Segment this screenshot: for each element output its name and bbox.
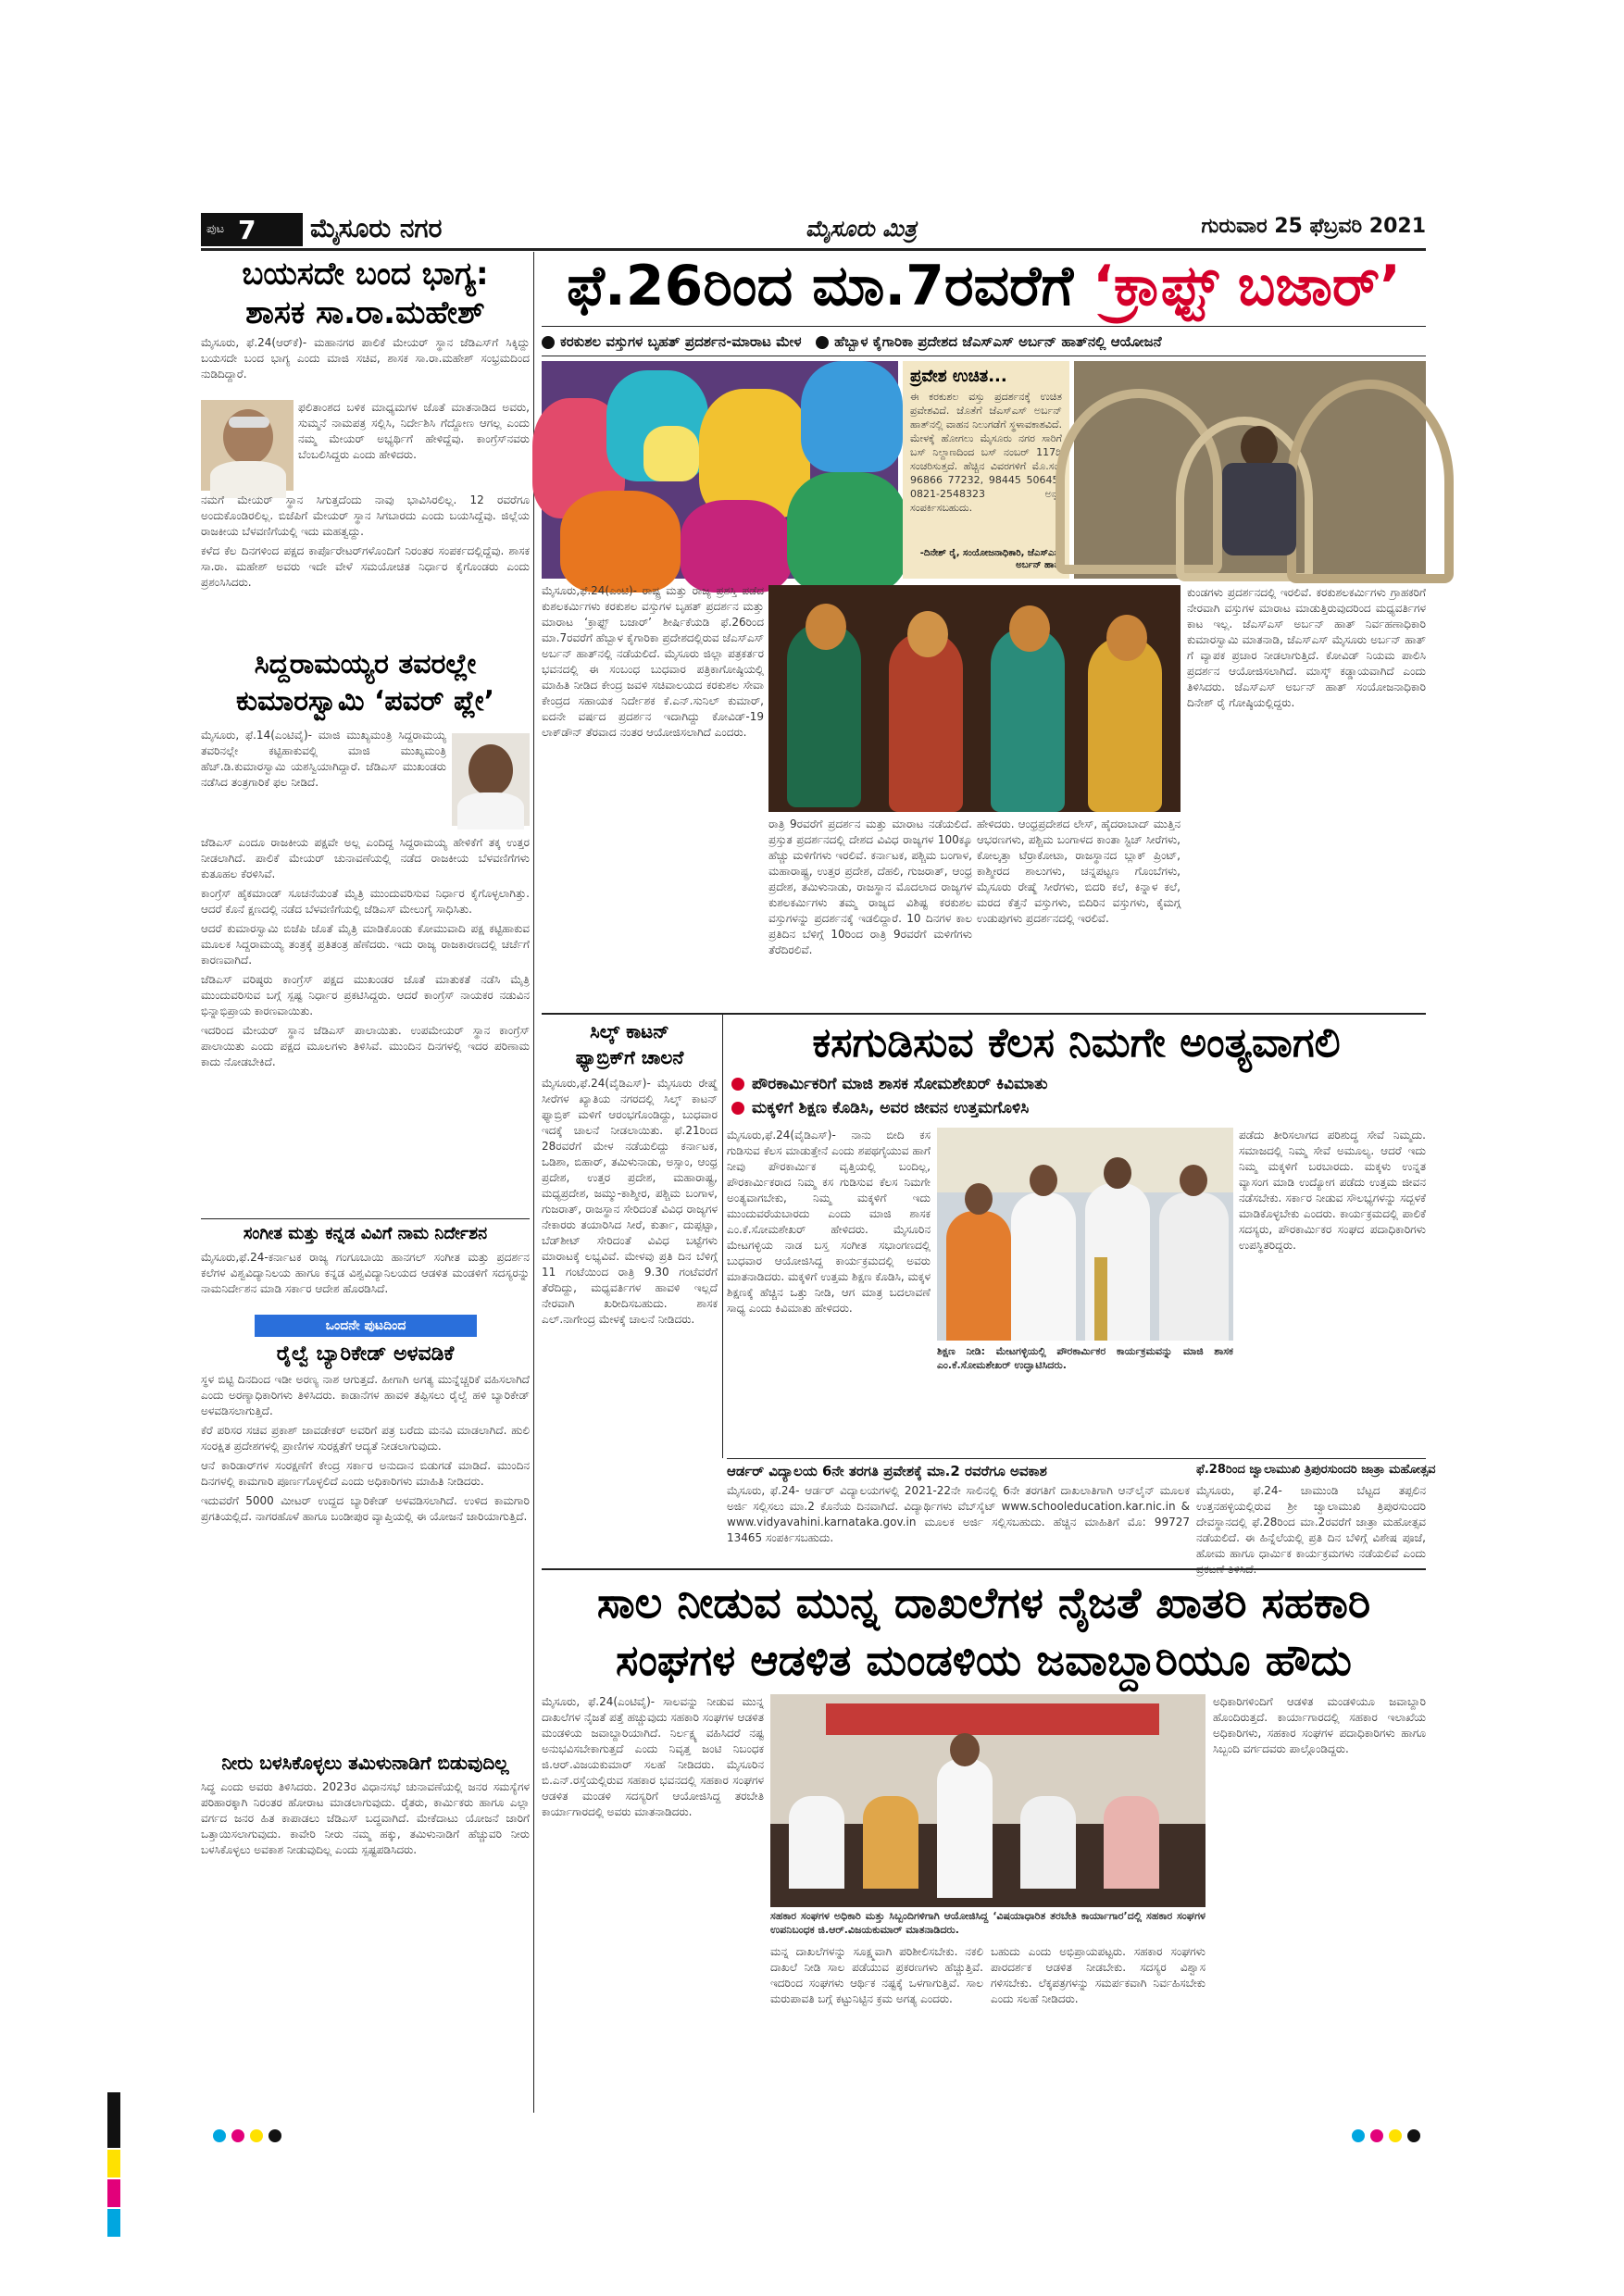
color-bar (107, 2150, 120, 2177)
registration-dot (1407, 2129, 1420, 2142)
loan-headline: ಸಾಲ ನೀಡುವ ಮುನ್ನ ದಾಖಲೆಗಳ ನೈಜತೆ ಖಾತರಿ ಸಹಕಾರಿ ಸಂಘಗಳ ಆಡಳಿತ ಮಂಡಳಿಯ ಜವಾಬ್ದಾರಿಯೂ ಹೌದು (596, 1578, 1371, 1685)
kumaraswamy-photo (452, 733, 530, 826)
story1-body-rest: ನಮಗೆ ಮೇಯರ್ ಸ್ಥಾನ ಸಿಗುತ್ತದೆಂದು ನಾವು ಭಾವಿಸಿರಲಿಲ್ಲ. 12 ರವರೆಗೂ ಅಂದುಕೊಂಡಿರಲಿಲ್ಲ. ಬಿಜೆಪಿಗೆ ಮೇಯರ್ ಸ್ಥಾನ ಸಿಗಬಾರದು ಎಂದು ಬಯಸಿದ್ದೆವು. ಜಿಲ್ಲೆಯ ರಾಜಕೀಯ ಬೆಳವಣಿಗೆಯಲ್ಲಿ ಇದು ಮಹತ್ವದ್ದು. ಕಳೆದ ಕೆಲ ದಿನಗಳಿಂದ ಪಕ್ಷದ ಕಾರ್ಪೊರೇಟರ್‌ಗಳೊಂದಿಗೆ ನಿರಂತರ ಸಂಪರ್ಕದಲ್ಲಿದ್ದೆವು. ಶಾಸಕ ಸಾ.ರಾ. ಮಹೇಶ್ ಅವರು ಇದೇ ವೇಳೆ ಸಮಯೋಚಿತ ನಿರ್ಧಾರ ಕೈಗೊಂಡರು ಎಂದು ಪ್ರಶಂಸಿಸಿದರು. (201, 493, 530, 589)
story2-body-top: ಮೈಸೂರು, ಫೆ.14(ಎಂಟಿವೈ)- ಮಾಜಿ ಮುಖ್ಯಮಂತ್ರಿ ಸಿದ್ದರಾಮಯ್ಯ ತವರಿನಲ್ಲೇ ಕಟ್ಟಿಹಾಕುವಲ್ಲಿ ಮಾಜಿ ಮುಖ್ಯಮಂತ್ರಿ ಹೆಚ್.ಡಿ.ಕುಮಾರಸ್ವಾಮಿ ಯಶಸ್ವಿಯಾಗಿದ್ದಾರೆ. ಜೆಡಿಎಸ್ ಮುಖಂಡರು ನಡೆಸಿದ ತಂತ್ರಗಾರಿಕೆ ಫಲ ನೀಡಿದೆ. (201, 729, 446, 789)
jatra-headline: ಫೆ.28ರಿಂದ ಜ್ವಾಲಾಮುಖಿ ತ್ರಿಪುರಸುಂದರಿ ಜಾತ್ರಾ ಮಹೋತ್ಸವ (1196, 1463, 1436, 1477)
loan-body-col2: ಮನ್ನ ದಾಖಲೆಗಳನ್ನು ಸೂಕ್ಷ್ಮವಾಗಿ ಪರಿಶೀಲಿಸಬೇಕು. ನಕಲಿ ದಾಖಲೆ ನೀಡಿ ಸಾಲ ಪಡೆಯುವ ಪ್ರಕರಣಗಳು ಹೆಚ್ಚುತ್ತಿವೆ. ಇದರಿಂದ ಸಂಘಗಳು ಆರ್ಥಿಕ ನಷ್ಟಕ್ಕೆ ಒಳಗಾಗುತ್ತಿವೆ. ಸಾಲ ಮರುಪಾವತಿ ಬಗ್ಗೆ ಕಟ್ಟುನಿಟ್ಟಿನ ಕ್ರಮ ಅಗತ್ಯ ಎಂದರು. (770, 1945, 983, 2005)
story5-body: ಸಿದ್ಧ ಎಂದು ಅವರು ತಿಳಿಸಿದರು. 2023ರ ವಿಧಾನಸಭೆ ಚುನಾವಣೆಯಲ್ಲಿ ಜನರ ಸಮಸ್ಯೆಗಳ ಪರಿಹಾರಕ್ಕಾಗಿ ನಿರಂತರ ಹೋರಾಟ ಮಾಡಲಾಗುವುದು. ರೈತರು, ಕಾರ್ಮಿಕರು ಹಾಗೂ ಎಲ್ಲಾ ವರ್ಗದ ಜನರ ಹಿತ ಕಾಪಾಡಲು ಜೆಡಿಎಸ್ ಬದ್ಧವಾಗಿದೆ. ಮೇಕೆದಾಟು ಯೋಜನೆ ಜಾರಿಗೆ ಒತ್ತಾಯಿಸಲಾಗುವುದು. ಕಾವೇರಿ ನೀರು ನಮ್ಮ ಹಕ್ಕು, ತಮಿಳುನಾಡಿಗೆ ಹೆಚ್ಚುವರಿ ನೀರು ಬಳಸಿಕೊಳ್ಳಲು ಅವಕಾಶ ನೀಡುವುದಿಲ್ಲ ಎಂದು ಸ್ಪಷ್ಟಪಡಿಸಿದರು. (201, 1780, 530, 1856)
story5-headline: ನೀರು ಬಳಸಿಕೊಳ್ಳಲು ತಮಿಳುನಾಡಿಗೆ ಬಿಡುವುದಿಲ್ಲ (221, 1752, 509, 1774)
silk-body: ಮೈಸೂರು,ಫೆ.24(ವೈಡಿಎಸ್)- ಮೈಸೂರು ರೇಷ್ಮೆ ಸೀರೆಗಳ ಖ್ಯಾತಿಯ ನಗರದಲ್ಲಿ ಸಿಲ್ಕ್ ಕಾಟನ್ ಫ್ಯಾಬ್ರಿಕ್ ಮಳಿಗೆ ಆರಂಭಗೊಂಡಿದ್ದು, ಬುಧವಾರ ಇದಕ್ಕೆ ಚಾಲನೆ ನೀಡಲಾಯಿತು. ಫೆ.21ರಿಂದ 28ರವರೆಗೆ ಮೇಳ ನಡೆಯಲಿದ್ದು ಕರ್ನಾಟಕ, ಒಡಿಶಾ, ಬಿಹಾರ್, ತಮಿಳುನಾಡು, ಅಸ್ಸಾಂ, ಆಂಧ್ರ ಪ್ರದೇಶ, ಉತ್ತರ ಪ್ರದೇಶ, ಮಹಾರಾಷ್ಟ್ರ, ಮಧ್ಯಪ್ರದೇಶ, ಜಮ್ಮು-ಕಾಶ್ಮೀರ, ಪಶ್ಚಿಮ ಬಂಗಾಳ, ಗುಜರಾತ್, ರಾಜಸ್ಥಾನ ಸೇರಿದಂತೆ ವಿವಿಧ ರಾಜ್ಯಗಳ ನೇಕಾರರು ತಯಾರಿಸಿದ ಸೀರೆ, ಕುರ್ತಾ, ದುಪ್ಪಟ್ಟಾ, ಬೆಡ್‌ಶೀಟ್ ಸೇರಿದಂತೆ ವಿವಿಧ ಬಟ್ಟೆಗಳು ಮಾರಾಟಕ್ಕೆ ಲಭ್ಯವಿವೆ. ಮೇಳವು ಪ್ರತಿ ದಿನ ಬೆಳಿಗ್ಗೆ 11 ಗಂಟೆಯಿಂದ ರಾತ್ರಿ 9.30 ಗಂಟೆವರೆಗೆ ತೆರೆದಿದ್ದು, ಮಧ್ಯವರ್ತಿಗಳ ಹಾವಳಿ ಇಲ್ಲದೆ ನೇರವಾಗಿ ಖರೀದಿಸಬಹುದು. ಶಾಸಕ ಎಲ್.ನಾಗೇಂದ್ರ ಮೇಳಕ್ಕೆ ಚಾಲನೆ ನೀಡಿದರು. (542, 1077, 718, 1326)
lead-body-col1-cont (542, 912, 764, 1009)
lead-sub-rule (542, 326, 1426, 327)
free-entry-title: ಪ್ರವೇಶ ಉಚಿತ... (910, 367, 1007, 386)
story1-headline: ಬಯಸದೇ ಬಂದ ಭಾಗ್ಯ: ಶಾಸಕ ಸಾ.ರಾ.ಮಹೇಶ್ (242, 256, 489, 331)
loan-body-col4: ಅಧಿಕಾರಿಗಳಿಂದಿಗೆ ಆಡಳಿತ ಮಂಡಳಿಯೂ ಜವಾಬ್ದಾರಿ ಹೊಂದಿರುತ್ತದೆ. ಕಾರ್ಯಾಗಾರದಲ್ಲಿ ಸಹಕಾರ ಇಲಾಖೆಯ ಅಧಿಕಾರಿಗಳು, ಸಹಕಾರ ಸಂಘಗಳ ಪದಾಧಿಕಾರಿಗಳು ಹಾಗೂ ಸಿಬ್ಬಂದಿ ವರ್ಗದವರು ಪಾಲ್ಗೊಂಡಿದ್ದರು. (1213, 1695, 1426, 1755)
lead-body-col1: ಮೈಸೂರು,ಫೆ.24(ಎಂಟಿ)- ರಾಷ್ಟ್ರ ಮತ್ತು ರಾಜ್ಯ ಪ್ರಶಸ್ತಿ ಪಡೆದ ಕುಶಲಕರ್ಮಿಗಳು ಕರಕುಶಲ ವಸ್ತುಗಳ ಬೃಹತ್ ಪ್ರದರ್ಶನ ಮತ್ತು ಮಾರಾಟ ‘ಕ್ರಾಫ್ಟ್ ಬಜಾರ್’ ಶೀರ್ಷಿಕೆಯಡಿ ಫೆ.26ರಿಂದ ಮಾ.7ರವರೆಗೆ ಹೆಬ್ಬಾಳ ಕೈಗಾರಿಕಾ ಪ್ರದೇಶದಲ್ಲಿರುವ ಜೆಎಸ್‌ಎಸ್ ಅರ್ಬನ್ ಹಾತ್‌ನಲ್ಲಿ ನಡೆಯಲಿದೆ. ಮೈಸೂರು ಜಿಲ್ಲಾ ಪತ್ರಕರ್ತರ ಭವನದಲ್ಲಿ ಈ ಸಂಬಂಧ ಬುಧವಾರ ಪತ್ರಿಕಾಗೋಷ್ಠಿಯಲ್ಲಿ ಮಾಹಿತಿ ನೀಡಿದ ಕೇಂದ್ರ ಜವಳಿ ಸಚಿವಾಲಯದ ಕರಕುಶಲ ಸೇವಾ ಕೇಂದ್ರದ ಸಹಾಯಕ ನಿರ್ದೇಶಕ ಕೆ.ಎನ್.ಸುನಿಲ್ ಕುಮಾರ್, ಐದನೇ ವರ್ಷದ ಪ್ರದರ್ಶನ ಇದಾಗಿದ್ದು ಕೋವಿಡ್-19 ಲಾಕ್‌ಡೌನ್ ತೆರವಾದ ನಂತರ ಆಯೋಜಿಸಲಾಗಿದೆ ಎಂದರು. (542, 584, 764, 739)
dolls-photo (768, 585, 1181, 812)
kasa-caption: ಶಿಕ್ಷಣ ನೀಡಿ: ಮೇಟಗಳ್ಳಿಯಲ್ಲಿ ಪೌರಕಾರ್ಮಿಕರ ಕಾರ್ಯಕ್ರಮವನ್ನು ಮಾಜಿ ಶಾಸಕ ಎಂ.ಕೆ.ಸೋಮಶೇಖರ್ ಉದ್ಘಾಟಿಸಿದರು. (937, 1345, 1233, 1371)
school-admission-headline: ಆರ್ಡರ್ ವಿದ್ಯಾಲಯ 6ನೇ ತರಗತಿ ಪ್ರವೇಶಕ್ಕೆ ಮಾ.2 ರವರೆಗೂ ಅವಕಾಶ (727, 1463, 1047, 1479)
divider (727, 1458, 1426, 1459)
pots-photo (542, 361, 898, 579)
registration-dot (1370, 2129, 1383, 2142)
silk-headline: ಸಿಲ್ಕ್ ಕಾಟನ್ ಫ್ಯಾಬ್ರಿಕ್‌ಗೆ ಚಾಲನೆ (575, 1020, 684, 1068)
lead-body-col4: ಕುಂಡಗಳು ಪ್ರದರ್ಶನದಲ್ಲಿ ಇರಲಿವೆ. ಕರಕುಶಲಕರ್ಮಿಗಳು ಗ್ರಾಹಕರಿಗೆ ನೇರವಾಗಿ ವಸ್ತುಗಳ ಮಾರಾಟ ಮಾಡುತ್ತಿರುವುದರಿಂದ ಮಧ್ಯವರ್ತಿಗಳ ಕಾಟ ಇಲ್ಲ. ಜೆಎಸ್‌ಎಸ್ ಅರ್ಬನ್ ಹಾತ್ ನಿರ್ವಹಣಾಧಿಕಾರಿ ಕುಮಾರಸ್ವಾಮಿ ಮಾತನಾಡಿ, ಜೆಎಸ್‌ಎಸ್ ಮೈಸೂರು ಅರ್ಬನ್ ಹಾತ್ ಗೆ ವ್ಯಾಪಕ ಪ್ರಚಾರ ನೀಡಲಾಗುತ್ತಿದೆ. ಕೋವಿಡ್ ನಿಯಮ ಪಾಲಿಸಿ ಪ್ರದರ್ಶನ ಆಯೋಜಿಸಲಾಗಿದೆ. ಮಾಸ್ಕ್ ಕಡ್ಡಾಯವಾಗಿದೆ ಎಂದು ತಿಳಿಸಿದರು. ಜೆಎಸ್‌ಎಸ್ ಅರ್ಬನ್ ಹಾತ್ ಸಂಯೋಜನಾಧಿಕಾರಿ ದಿನೇಶ್ ರೈ ಗೋಷ್ಠಿಯಲ್ಲಿದ್ದರು. (1187, 586, 1426, 709)
color-bar (107, 2209, 120, 2237)
registration-dot (1389, 2129, 1402, 2142)
loan-body-col1: ಮೈಸೂರು, ಫೆ.24(ಎಂಟಿವೈ)- ಸಾಲವನ್ನು ನೀಡುವ ಮುನ್ನ ದಾಖಲೆಗಳ ನೈಜತೆ ಪತ್ತೆ ಹಚ್ಚುವುದು ಸಹಕಾರಿ ಸಂಘಗಳ ಆಡಳಿತ ಮಂಡಳಿಯ ಜವಾಬ್ದಾರಿಯಾಗಿದೆ. ನಿರ್ಲಕ್ಷ್ಯ ವಹಿಸಿದರೆ ನಷ್ಟ ಅನುಭವಿಸಬೇಕಾಗುತ್ತದೆ ಎಂದು ನಿವೃತ್ತ ಜಂಟಿ ನಿಬಂಧಕ ಜಿ.ಆರ್.ವಿಜಯಕುಮಾರ್ ಸಲಹೆ ನೀಡಿದರು. ಮೈಸೂರಿನ ಬಿ.ಎನ್.ರಸ್ತೆಯಲ್ಲಿರುವ ಸಹಕಾರ ಭವನದಲ್ಲಿ ಸಹಕಾರ ಸಂಘಗಳ ಆಡಳಿತ ಮಂಡಳಿ ಸದಸ್ಯರಿಗೆ ಆಯೋಜಿಸಿದ್ದ ತರಬೇತಿ ಕಾರ್ಯಾಗಾರದಲ್ಲಿ ಅವರು ಮಾತನಾಡಿದರು. (542, 1695, 764, 1818)
lead-body-col2: ರಾತ್ರಿ 9ರವರೆಗೆ ಪ್ರದರ್ಶನ ಮತ್ತು ಮಾರಾಟ ನಡೆಯಲಿದೆ. ಪ್ರಸ್ತುತ ಪ್ರದರ್ಶನದಲ್ಲಿ ದೇಶದ ವಿವಿಧ ರಾಜ್ಯಗಳ 100ಕ್ಕೂ ಹೆಚ್ಚು ಮಳಿಗೆಗಳು ಇರಲಿವೆ. ಕರ್ನಾಟಕ, ಪಶ್ಚಿಮ ಬಂಗಾಳ, ಮಹಾರಾಷ್ಟ್ರ, ಉತ್ತರ ಪ್ರದೇಶ, ದೆಹಲಿ, ಗುಜರಾತ್, ಆಂಧ್ರ ಪ್ರದೇಶ, ತಮಿಳುನಾಡು, ರಾಜಸ್ಥಾನ ಮೊದಲಾದ ರಾಜ್ಯಗಳ ಕುಶಲಕರ್ಮಿಗಳು ತಮ್ಮ ರಾಜ್ಯದ ವಿಶಿಷ್ಟ ಕರಕುಶಲ ವಸ್ತುಗಳನ್ನು ಪ್ರದರ್ಶನಕ್ಕೆ ಇಡಲಿದ್ದಾರೆ. 10 ದಿನಗಳ ಕಾಲ ಪ್ರತಿದಿನ ಬೆಳಿಗ್ಗೆ 10ರಿಂದ ರಾತ್ರಿ 9ರವರೆಗೆ ಮಳಿಗೆಗಳು ತೆರೆದಿರಲಿವೆ. (768, 817, 972, 956)
free-entry-signature: -ದಿನೇಶ್ ರೈ, ಸಂಯೋಜನಾಧಿಕಾರಿ, ಜೆಎಸ್‌ಎಸ್ ಅರ್ಬನ್ ಹಾತ್ (919, 548, 1062, 570)
section-name: ಮೈಸೂರು ನಗರ (310, 213, 443, 243)
masthead: ಮೈಸೂರು ಮಿತ್ರ (806, 215, 917, 242)
workshop-photo (770, 1694, 1206, 1907)
story3-body: ಮೈಸೂರು,ಫೆ.24-ಕರ್ನಾಟಕ ರಾಜ್ಯ ಗಂಗೂಬಾಯಿ ಹಾನಗಲ್ ಸಂಗೀತ ಮತ್ತು ಪ್ರದರ್ಶನ ಕಲೆಗಳ ವಿಶ್ವವಿದ್ಯಾನಿಲಯ ಹಾಗೂ ಕನ್ನಡ ವಿಶ್ವವಿದ್ಯಾನಿಲಯದ ಆಡಳಿತ ಮಂಡಳಿಗೆ ಸದಸ್ಯರನ್ನು ನಾಮನಿರ್ದೇಶನ ಮಾಡಿ ಸರ್ಕಾರ ಆದೇಶ ಹೊರಡಿಸಿದೆ. (201, 1251, 530, 1295)
page-number-badge (201, 213, 303, 246)
cane-chairs-photo (1074, 361, 1426, 579)
kasa-body-right: ಪಡೆದು ತೀರಿಸಲಾಗದ ಪರಿಶುದ್ಧ ಸೇವೆ ನಿಮ್ಮದು. ಸಮಾಜದಲ್ಲಿ ನಿಮ್ಮ ಸೇವೆ ಅಮೂಲ್ಯ. ಆದರೆ ಇದು ನಿಮ್ಮ ಮಕ್ಕಳಿಗೆ ಬರಬಾರದು. ಮಕ್ಕಳು ಉನ್ನತ ವ್ಯಾಸಂಗ ಮಾಡಿ ಉದ್ಯೋಗ ಪಡೆದು ಉತ್ತಮ ಜೀವನ ನಡೆಸಬೇಕು. ಸರ್ಕಾರ ನೀಡುವ ಸೌಲಭ್ಯಗಳನ್ನು ಸದ್ಬಳಕೆ ಮಾಡಿಕೊಳ್ಳಬೇಕು ಎಂದರು. ಕಾರ್ಯಕ್ರಮದಲ್ಲಿ ಪಾಲಿಕೆ ಸದಸ್ಯರು, ಪೌರಕಾರ್ಮಿಕರ ಸಂಘದ ಪದಾಧಿಕಾರಿಗಳು ಉಪಸ್ಥಿತರಿದ್ದರು. (1239, 1129, 1426, 1252)
lead-headline: ಫೆ.26ರಿಂದ ಮಾ.7ರವರೆಗೆ ‘ಕ್ರಾಫ್ಟ್ ಬಜಾರ್’ (567, 254, 1401, 318)
lamp-lighting-photo (937, 1128, 1233, 1341)
column-rule (533, 252, 534, 2113)
kasa-subheads: ಪೌರಕಾರ್ಮಿಕರಿಗೆ ಮಾಜಿ ಶಾಸಕ ಸೋಮಶೇಖರ್ ಕಿವಿಮಾತು ಮಕ್ಕಳಿಗೆ ಶಿಕ್ಷಣ ಕೊಡಿಸಿ, ಅವರ ಜೀವನ ಉತ್ತಮಗೊಳಿಸಿ (731, 1072, 1426, 1120)
author-photo (201, 400, 294, 491)
story1-body-side: ಫಲಿತಾಂಶದ ಬಳಿಕ ಮಾಧ್ಯಮಗಳ ಜೊತೆ ಮಾತನಾಡಿದ ಅವರು, ಸುಮ್ಮನೆ ನಾಮಪತ್ರ ಸಲ್ಲಿಸಿ, ನಿರ್ದೇಶಿಸಿ ಗೆದ್ದೋಣ ಆಗಲ್ಲ ಎಂದು ನಮ್ಮ ಮೇಯರ್ ಅಭ್ಯರ್ಥಿಗೆ ಹೇಳಿದ್ದೆವು. ಕಾಂಗ್ರೆಸ್‌ನವರು ಬೆಂಬಲಿಸಿದ್ದರು ಎಂದು ಹೇಳಿದರು. (298, 401, 530, 461)
kasa-headline: ಕಸಗುಡಿಸುವ ಕೆಲಸ ನಿಮಗೇ ಅಂತ್ಯವಾಗಲಿ (812, 1019, 1341, 1067)
page-label: ಪುಟ (206, 222, 225, 236)
free-entry-body: ಈ ಕರಕುಶಲ ವಸ್ತು ಪ್ರದರ್ಶನಕ್ಕೆ ಉಚಿತ ಪ್ರವೇಶವಿದೆ. ಜೊತೆಗೆ ಜೆಎಸ್‌ಎಸ್ ಅರ್ಬನ್ ಹಾತ್‌ನಲ್ಲಿ ವಾಹನ ನಿಲುಗಡೆಗೆ ಸ್ಥಳಾವಕಾಶವಿದೆ. ಮೇಳಕ್ಕೆ ಹೋಗಲು ಮೈಸೂರು ನಗರ ಸಾರಿಗೆ ಬಸ್ ನಿಲ್ದಾಣದಿಂದ ಬಸ್ ನಂಬರ್ 117ಡಿ ಸಂಚರಿಸುತ್ತದೆ. ಹೆಚ್ಚಿನ ವಿವರಗಳಿಗೆ ಮೊ.ಸಂ. 96866 77232, 98445 50645, 0821-2548323 ಅನ್ನು ಸಂಪರ್ಕಿಸಬಹುದು. (910, 391, 1062, 514)
registration-dot (231, 2129, 244, 2142)
workshop-caption: ಸಹಕಾರ ಸಂಘಗಳ ಅಧಿಕಾರಿ ಮತ್ತು ಸಿಬ್ಬಂದಿಗಳಿಗಾಗಿ ಆಯೋಜಿಸಿದ್ದ ‘ವಿಷಯಾಧಾರಿತ ತರಬೇತಿ ಕಾರ್ಯಾಗಾರ’ದಲ್ಲಿ ಸಹಕಾರ ಸಂಘಗಳ ಉಪನಿಬಂಧಕ ಜಿ.ಆರ್.ವಿಜಯಕುಮಾರ್ ಮಾತನಾಡಿದರು. (770, 1910, 1206, 1936)
lead-body-col3: ಹೇಳಿದರು. ಆಂಧ್ರಪ್ರದೇಶದ ಲೇಸ್, ಹೈದರಾಬಾದ್ ಮುತ್ತಿನ ಆಭರಣಗಳು, ಪಶ್ಚಿಮ ಬಂಗಾಳದ ಕಾಂತಾ ಸ್ಟಿಚ್ ಸೀರೆಗಳು, ಕೋಲ್ಕತ್ತಾ ಟೆರ್ರಾಕೋಟಾ, ರಾಜಸ್ಥಾನದ ಬ್ಲಾಕ್ ಪ್ರಿಂಟ್, ಕಾಶ್ಮೀರದ ಶಾಲುಗಳು, ಚನ್ನಪಟ್ಟಣ ಗೊಂಬೆಗಳು, ಮೈಸೂರು ರೇಷ್ಮೆ ಸೀರೆಗಳು, ಬಿದರಿ ಕಲೆ, ಕಿನ್ನಾಳ ಕಲೆ, ಮರದ ಕೆತ್ತನೆ ವಸ್ತುಗಳು, ಬಿದಿರಿನ ವಸ್ತುಗಳು, ಕೈಮಗ್ಗ ಉಡುಪುಗಳು ಪ್ರದರ್ಶನದಲ್ಲಿ ಇರಲಿವೆ. (977, 817, 1181, 925)
page-number: 7 (238, 215, 256, 245)
kasa-body-left: ಮೈಸೂರು,ಫೆ.24(ವೈಡಿಎಸ್)- ನಾನು ಬೀದಿ ಕಸ ಗುಡಿಸುವ ಕೆಲಸ ಮಾಡುತ್ತೇನೆ ಎಂದು ಶಪಥಗೈಯುವ ಹಾಗೆ ನೀವು ಪೌರಕಾರ್ಮಿಕ ವೃತ್ತಿಯಲ್ಲಿ ಬಂದಿಲ್ಲ, ಪೌರಕಾರ್ಮಿಕರಾದ ನಿಮ್ಮ ಕಸ ಗುಡಿಸುವ ಕೆಲಸ ನಿಮಗೇ ಅಂತ್ಯವಾಗಬೇಕು, ನಿಮ್ಮ ಮಕ್ಕಳಿಗೆ ಇದು ಮುಂದುವರೆಯಬಾರದು ಎಂದು ಮಾಜಿ ಶಾಸಕ ಎಂ.ಕೆ.ಸೋಮಶೇಖರ್ ಹೇಳಿದರು. ಮೈಸೂರಿನ ಮೇಟಗಳ್ಳಿಯ ನಾಡ ಬಸ್ತ ಸಂಗೀತ ಸಭಾಂಗಣದಲ್ಲಿ ಬುಧವಾರ ಆಯೋಜಿಸಿದ್ದ ಕಾರ್ಯಕ್ರಮದಲ್ಲಿ ಅವರು ಮಾತನಾಡಿದರು. ಮಕ್ಕಳಿಗೆ ಉತ್ತಮ ಶಿಕ್ಷಣ ಕೊಡಿಸಿ, ಮಕ್ಕಳ ಶಿಕ್ಷಣಕ್ಕೆ ಹೆಚ್ಚಿನ ಒತ್ತು ನೀಡಿ, ಆಗ ಮಾತ್ರ ಬದಲಾವಣೆ ಸಾಧ್ಯ ಎಂದು ಕಿವಿಮಾತು ಹೇಳಿದರು. (727, 1129, 931, 1315)
column-rule (722, 1014, 723, 1458)
free-entry-box (903, 361, 1069, 579)
registration-dot (269, 2129, 281, 2142)
story4-headline: ರೈಲ್ವೆ ಬ್ಯಾರಿಕೇಡ್ ಅಳವಡಿಕೆ (276, 1342, 455, 1366)
story2-body-rest: ಜೆಡಿಎಸ್ ಎಂದೂ ರಾಜಕೀಯ ಪಕ್ಷವೇ ಅಲ್ಲ ಎಂದಿದ್ದ ಸಿದ್ದರಾಮಯ್ಯ ಹೇಳಿಕೆಗೆ ತಕ್ಕ ಉತ್ತರ ನೀಡಲಾಗಿದೆ. ಪಾಲಿಕೆ ಮೇಯರ್ ಚುನಾವಣೆಯಲ್ಲಿ ನಡೆದ ರಾಜಕೀಯ ಬೆಳವಣಿಗೆಗಳು ಕುತೂಹಲ ಕೆರಳಿಸಿವೆ. ಕಾಂಗ್ರೆಸ್ ಹೈಕಮಾಂಡ್ ಸೂಚನೆಯಂತೆ ಮೈತ್ರಿ ಮುಂದುವರಿಸುವ ನಿರ್ಧಾರ ಕೈಗೊಳ್ಳಲಾಗಿತ್ತು. ಆದರೆ ಕೊನೆ ಕ್ಷಣದಲ್ಲಿ ನಡೆದ ಬೆಳವಣಿಗೆಯಲ್ಲಿ ಜೆಡಿಎಸ್ ಮೇಲುಗೈ ಸಾಧಿಸಿತು. ಆದರೆ ಕುಮಾರಸ್ವಾಮಿ ಬಿಜೆಪಿ ಜೊತೆ ಮೈತ್ರಿ ಮಾಡಿಕೊಂಡು ಕೋಮುವಾದಿ ಪಕ್ಷ ಕಟ್ಟಿಹಾಕುವ ಮೂಲಕ ಸಿದ್ದರಾಮಯ್ಯ ತಂತ್ರಕ್ಕೆ ಪ್ರತಿತಂತ್ರ ಹೆಣೆದರು. ಇದು ರಾಜ್ಯ ರಾಜಕಾರಣದಲ್ಲಿ ಚರ್ಚೆಗೆ ಕಾರಣವಾಗಿದೆ. ಜೆಡಿಎಸ್ ವರಿಷ್ಠರು ಕಾಂಗ್ರೆಸ್ ಪಕ್ಷದ ಮುಖಂಡರ ಜೊತೆ ಮಾತುಕತೆ ನಡೆಸಿ ಮೈತ್ರಿ ಮುಂದುವರಿಸುವ ಬಗ್ಗೆ ಸ್ಪಷ್ಟ ನಿರ್ಧಾರ ಪ್ರಕಟಿಸಿದ್ದರು. ಆದರೆ ಕಾಂಗ್ರೆಸ್ ನಾಯಕರ ನಡುವಿನ ಭಿನ್ನಾಭಿಪ್ರಾಯ ಕಾರಣವಾಯಿತು. ಇದರಿಂದ ಮೇಯರ್ ಸ್ಥಾನ ಜೆಡಿಎಸ್ ಪಾಲಾಯಿತು. ಉಪಮೇಯರ್ ಸ್ಥಾನ ಕಾಂಗ್ರೆಸ್ ಪಾಲಾಯಿತು ಎಂದು ಪಕ್ಷದ ಮೂಲಗಳು ತಿಳಿಸಿವೆ. ಮುಂದಿನ ದಿನಗಳಲ್ಲಿ ಇದರ ಪರಿಣಾಮ ಕಾದು ನೋಡಬೇಕಿದೆ. (201, 836, 530, 1068)
story2-headline: ಸಿದ್ದರಾಮಯ್ಯರ ತವರಲ್ಲೇ ಕುಮಾರಸ್ವಾಮಿ ‘ಪವರ್ ಪ್ಲೇ’ (235, 648, 494, 718)
story3-headline: ಸಂಗೀತ ಮತ್ತು ಕನ್ನಡ ವಿವಿಗೆ ನಾಮ ನಿರ್ದೇಶನ (243, 1224, 488, 1243)
color-bar (107, 2092, 120, 2148)
registration-dot (1352, 2129, 1365, 2142)
color-bar (107, 2179, 120, 2207)
jatra-body: ಮೈಸೂರು, ಫೆ.24- ಚಾಮುಂಡಿ ಬೆಟ್ಟದ ತಪ್ಪಲಿನ ಉತ್ತನಹಳ್ಳಿಯಲ್ಲಿರುವ ಶ್ರೀ ಜ್ವಾಲಾಮುಖಿ ತ್ರಿಪುರಸುಂದರಿ ದೇವಸ್ಥಾನದಲ್ಲಿ ಫೆ.28ರಿಂದ ಮಾ.2ರವರೆಗೆ ಜಾತ್ರಾ ಮಹೋತ್ಸವ ನಡೆಯಲಿದೆ. ಈ ಹಿನ್ನೆಲೆಯಲ್ಲಿ ಪ್ರತಿ ದಿನ ಬೆಳಿಗ್ಗೆ ವಿಶೇಷ ಪೂಜೆ, ಹೋಮ ಹಾಗೂ ಧಾರ್ಮಿಕ ಕಾರ್ಯಕ್ರಮಗಳು ನಡೆಯಲಿವೆ ಎಂದು (1196, 1484, 1426, 1560)
story4-body: ಸ್ಥಳ ಬಿಟ್ಟಿ ದಿನದಿಂದ ಇಡೀ ಅರಣ್ಯ ನಾಶ ಆಗುತ್ತದೆ. ಹೀಗಾಗಿ ಅಗತ್ಯ ಮುನ್ನೆಚ್ಚರಿಕೆ ವಹಿಸಲಾಗಿದೆ ಎಂದು ಅರಣ್ಯಾಧಿಕಾರಿಗಳು ತಿಳಿಸಿದರು. ಕಾಡಾನೆಗಳ ಹಾವಳಿ ತಪ್ಪಿಸಲು ರೈಲ್ವೆ ಹಳಿ ಬ್ಯಾರಿಕೇಡ್ ಅಳವಡಿಸಲಾಗುತ್ತಿದೆ. ಕೆರೆ ಪರಿಸರ ಸಚಿವ ಪ್ರಕಾಶ್ ಜಾವಡೇಕರ್ ಅವರಿಗೆ ಪತ್ರ ಬರೆದು ಮನವಿ ಮಾಡಲಾಗಿದೆ. ಹುಲಿ ಸಂರಕ್ಷಿತ ಪ್ರದೇಶಗಳಲ್ಲಿ ಪ್ರಾಣಿಗಳ ಸುರಕ್ಷತೆಗೆ ಆದ್ಯತೆ ನೀಡಲಾಗುವುದು. ಆನೆ ಕಾರಿಡಾರ್‌ಗಳ ಸಂರಕ್ಷಣೆಗೆ ಕೇಂದ್ರ ಸರ್ಕಾರ ಅನುದಾನ ಬಿಡುಗಡೆ ಮಾಡಿದೆ. ಮುಂದಿನ ದಿನಗಳಲ್ಲಿ ಕಾಮಗಾರಿ ಪೂರ್ಣಗೊಳ್ಳಲಿದೆ ಎಂದು ಅಧಿಕಾರಿಗಳು ಮಾಹಿತಿ ನೀಡಿದರು. ಇದುವರೆಗೆ 5000 ಮೀಟರ್ ಉದ್ದದ ಬ್ಯಾರಿಕೇಡ್ ಅಳವಡಿಸಲಾಗಿದೆ. ಉಳಿದ ಕಾಮಗಾರಿ ಪ್ರಗತಿಯಲ್ಲಿದೆ. ನಾಗರಹೊಳೆ ಹಾಗೂ ಬಂಡೀಪುರ ವ್ಯಾಪ್ತಿಯಲ್ಲಿ ಈ ಯೋಜನೆ ಜಾರಿಯಾಗುತ್ತಿದೆ. (201, 1373, 530, 1523)
divider (201, 1218, 530, 1219)
from-page-one-kicker: ಒಂದನೇ ಪುಟದಿಂದ (255, 1315, 477, 1337)
lead-subheads: ಕರಕುಶಲ ವಸ್ತುಗಳ ಬೃಹತ್ ಪ್ರದರ್ಶನ-ಮಾರಾಟ ಮೇಳ ಹೆಬ್ಬಾಳ ಕೈಗಾರಿಕಾ ಪ್ರದೇಶದ ಜೆಎಸ್‌ಎಸ್ ಅರ್ಬನ್ ಹಾತ್‌ನಲ್ಲಿ ಆಯೋಜನೆ (542, 330, 1426, 354)
registration-dot (213, 2129, 226, 2142)
divider (542, 1568, 1426, 1570)
registration-dot (250, 2129, 263, 2142)
story1-body-top: ಮೈಸೂರು, ಫೆ.24(ಆರ್‌ಕೆ)- ಮಹಾನಗರ ಪಾಲಿಕೆ ಮೇಯರ್ ಸ್ಥಾನ ಜೆಡಿಎಸ್‌ಗೆ ಸಿಕ್ಕಿದ್ದು ಬಯಸದೇ ಬಂದ ಭಾಗ್ಯ ಎಂದು ಮಾಜಿ ಸಚಿವ, ಶಾಸಕ ಸಾ.ರಾ.ಮಹೇಶ್ ಸಂಭ್ರಮದಿಂದ ನುಡಿದಿದ್ದಾರೆ. (201, 336, 530, 381)
divider (542, 1013, 1426, 1015)
kasa-body-bottom (937, 1384, 1233, 1456)
issue-date: ಗುರುವಾರ 25 ಫೆಬ್ರವರಿ 2021 (1201, 215, 1426, 238)
loan-body-col3: ಬಹುದು ಎಂದು ಅಭಿಪ್ರಾಯಪಟ್ಟರು. ಸಹಕಾರ ಸಂಘಗಳು ಪಾರದರ್ಶಕ ಆಡಳಿತ ನೀಡಬೇಕು. ಸದಸ್ಯರ ವಿಶ್ವಾಸ ಗಳಿಸಬೇಕು. ಲೆಕ್ಕಪತ್ರಗಳನ್ನು ಸಮರ್ಪಕವಾಗಿ ನಿರ್ವಹಿಸಬೇಕು ಎಂದು ಸಲಹೆ ನೀಡಿದರು. (991, 1945, 1206, 2005)
school-admission-body: ಮೈಸೂರು, ಫೆ.24- ಆರ್ಡರ್ ವಿದ್ಯಾಲಯಗಳಲ್ಲಿ 2021-22ನೇ ಸಾಲಿನಲ್ಲಿ 6ನೇ ತರಗತಿಗೆ ದಾಖಲಾತಿಗಾಗಿ ಆನ್‌ಲೈನ್ ಮೂಲಕ ಅರ್ಜಿ ಸಲ್ಲಿಸಲು ಮಾ.2 ಕೊನೆಯ ದಿನವಾಗಿದೆ. ವಿದ್ಯಾರ್ಥಿಗಳು ವೆಬ್‌ಸೈಟ್ www.schooleducation.kar.nic.in & www.vidyavahini.karnataka.gov.in ಮೂಲಕ ಅರ್ಜಿ ಸಲ್ಲಿಸಬಹುದು. ಹೆಚ್ಚಿನ ಮಾಹಿತಿಗೆ ಮೊ: 99727 13465 ಸಂಪರ್ಕಿಸಬಹುದು. (727, 1484, 1190, 1544)
